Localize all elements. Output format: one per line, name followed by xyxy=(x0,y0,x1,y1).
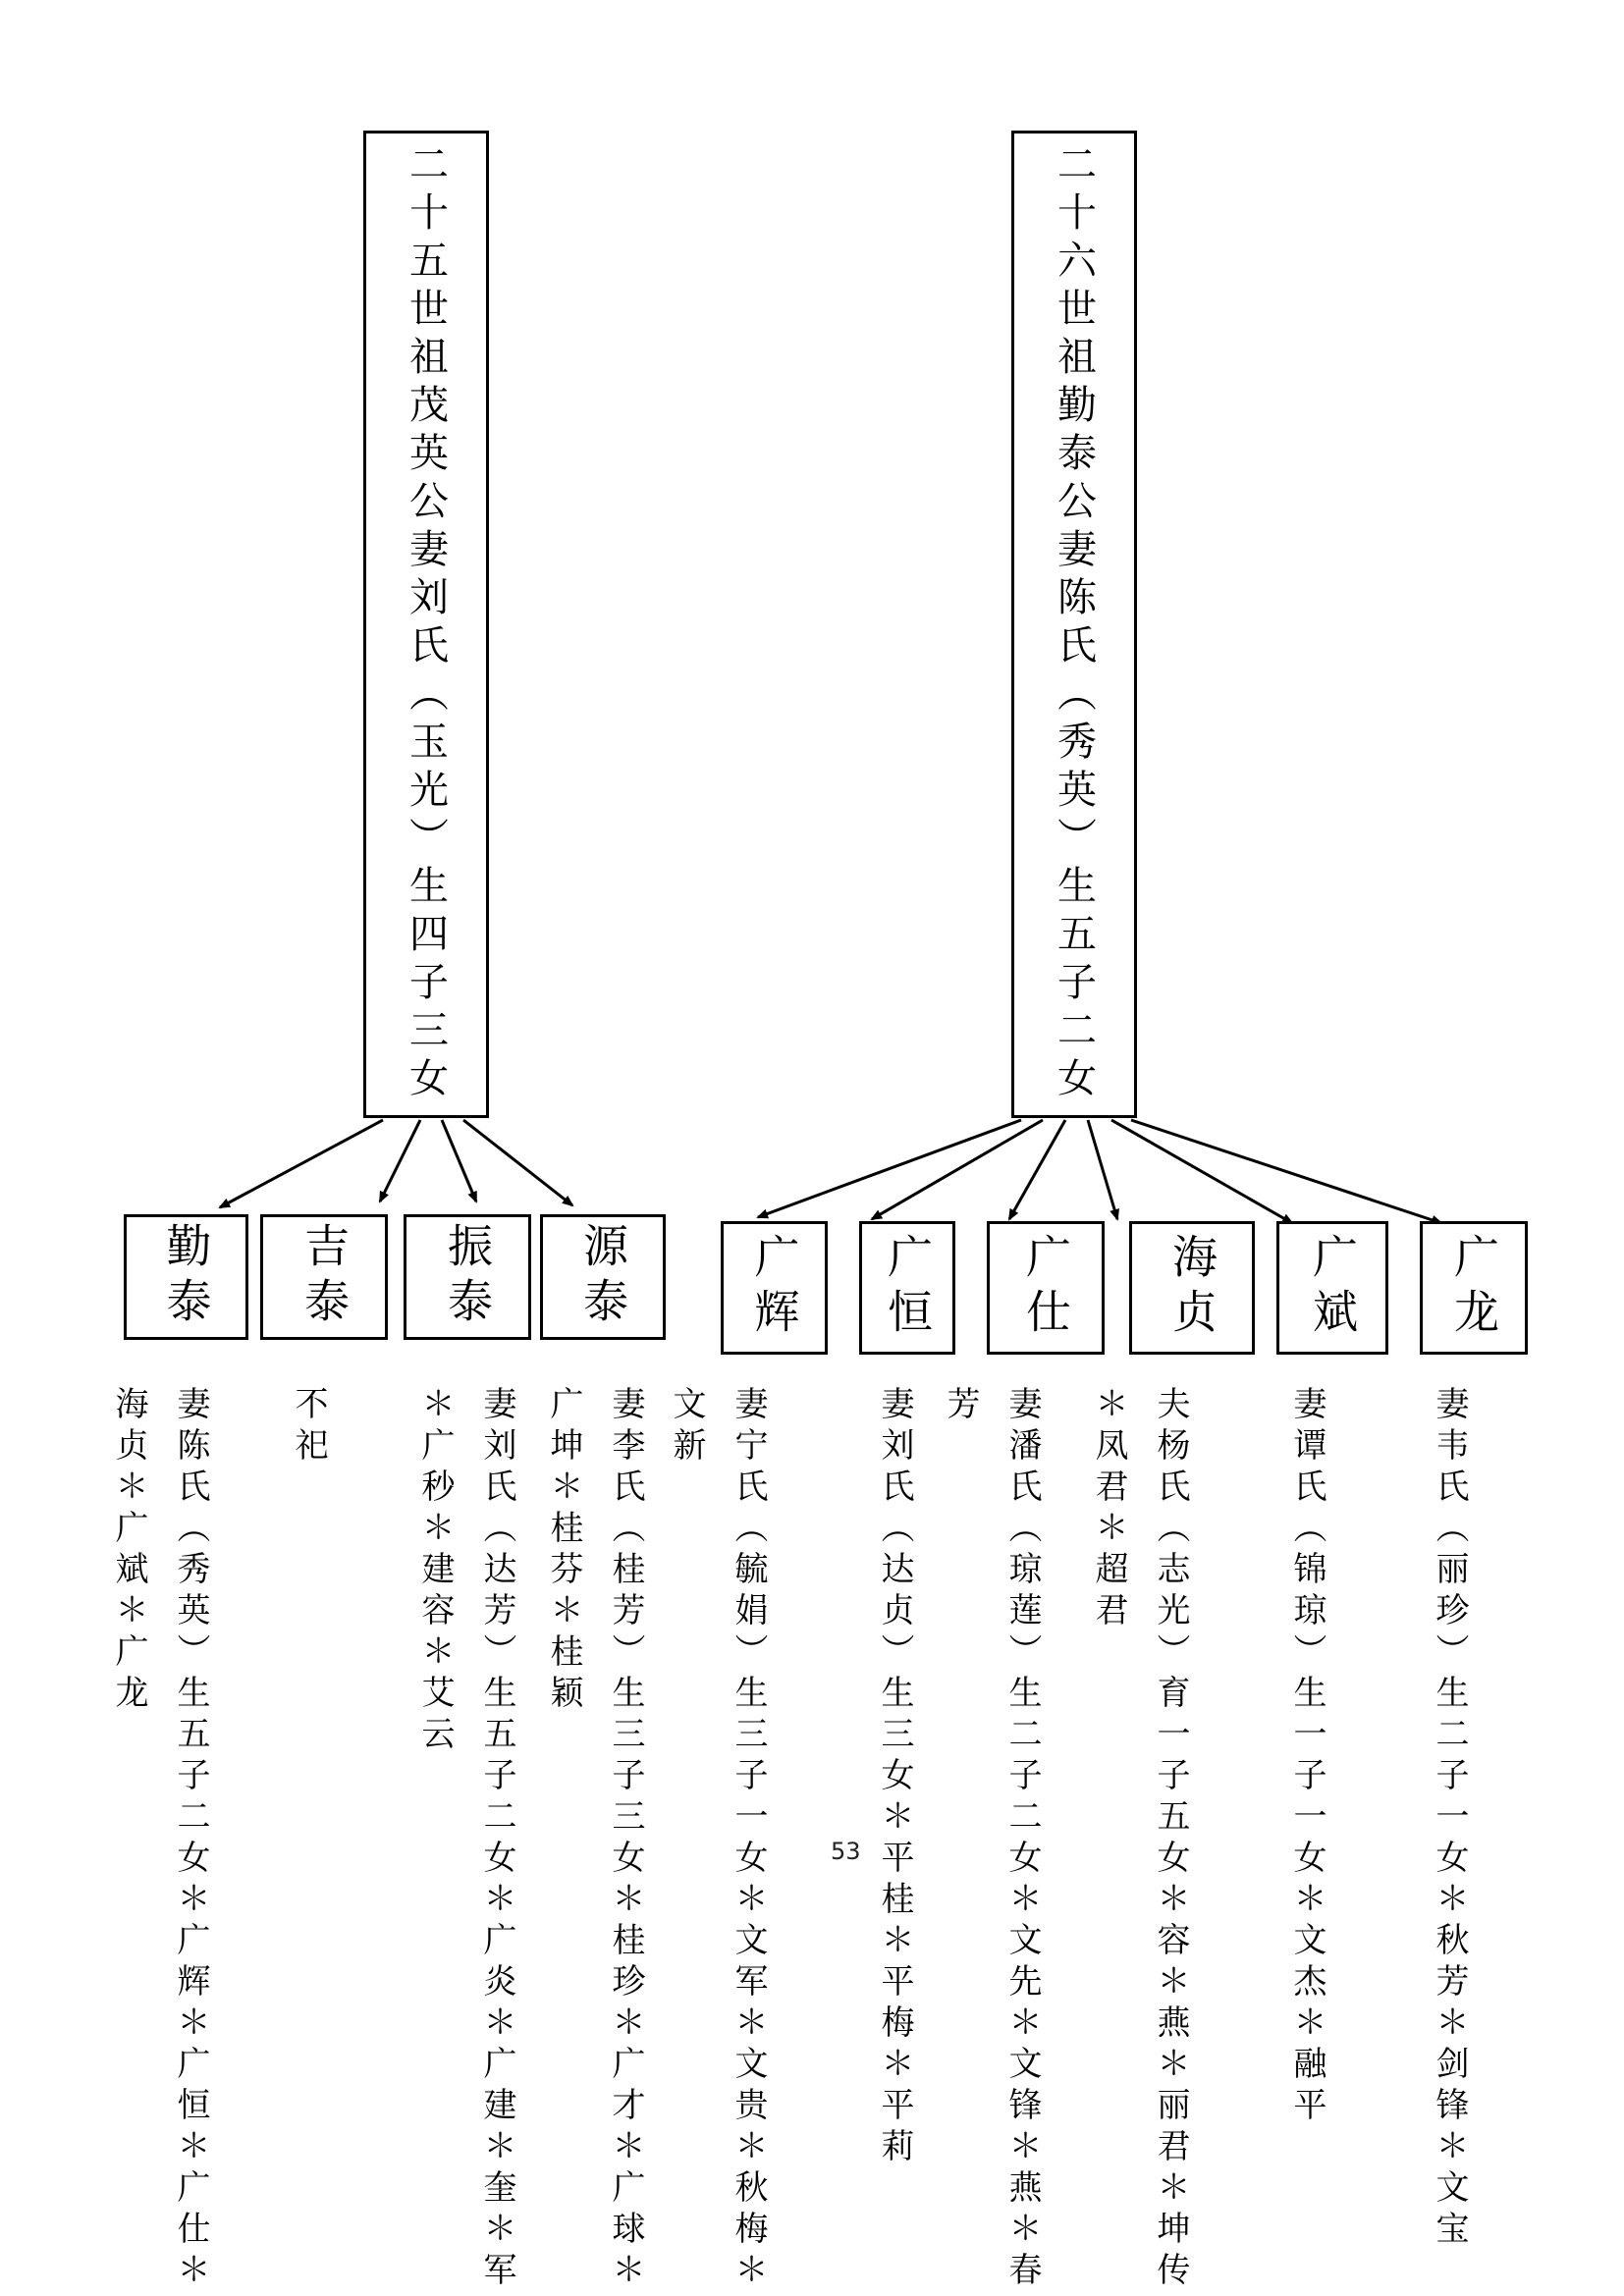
descendant-name: 广恒 xyxy=(881,1233,934,1343)
descent-arrow xyxy=(758,1120,1021,1217)
spouse-children-note-guangshi: 妻潘氏（琼莲）生二子二女＊文先＊文锋＊燕＊春芳 xyxy=(941,1386,1042,2293)
descent-arrow xyxy=(1111,1120,1292,1223)
ancestor-box-gen26 xyxy=(1011,131,1137,1118)
descendant-box-guanglong xyxy=(1420,1221,1528,1355)
descent-arrow xyxy=(463,1120,572,1205)
descendant-box-guangbin xyxy=(1276,1221,1388,1355)
descent-arrow xyxy=(1009,1120,1065,1219)
page-number: 53 xyxy=(831,1838,861,1865)
descendant-box-yuantai xyxy=(540,1214,666,1340)
descendant-box-qintai xyxy=(124,1214,248,1340)
descendant-name: 源泰 xyxy=(576,1222,629,1332)
descendant-box-guangheng xyxy=(859,1221,955,1355)
ancestor-box-gen25 xyxy=(363,131,489,1118)
spouse-children-note-guanglong: 妻韦氏（丽珍）生二子一女＊秋芳＊剑锋＊文宝 xyxy=(1430,1386,1469,2252)
descent-arrow xyxy=(442,1120,476,1201)
descent-arrow xyxy=(1131,1120,1441,1223)
descendant-name: 勤泰 xyxy=(159,1222,213,1332)
descent-arrow xyxy=(380,1120,420,1201)
descendant-box-guanghui xyxy=(721,1221,828,1355)
spouse-children-note-jitai: 不祀 xyxy=(289,1386,328,1468)
descendant-box-guangshi xyxy=(987,1221,1105,1355)
descendant-name: 广仕 xyxy=(1019,1233,1072,1343)
descendant-box-haizhen xyxy=(1129,1221,1255,1355)
spouse-children-note-guangbin: 妻谭氏（锦琼）生一子一女＊文杰＊融平 xyxy=(1287,1386,1326,2128)
ancestor-label-gen26: 二十六世祖勤泰公妻陈氏（秀英）生五子二女 xyxy=(1051,143,1097,1105)
spouse-children-note-zhentai: 妻刘氏（达芳）生五子二女＊广炎＊广建＊奎＊军＊广秒＊建容＊艾云 xyxy=(415,1386,516,2293)
descent-arrow xyxy=(220,1120,383,1207)
descendant-name: 海贞 xyxy=(1165,1233,1218,1343)
ancestor-label-gen25: 二十五世祖茂英公妻刘氏（玉光）生四子三女 xyxy=(403,143,449,1105)
spouse-children-note-guanghui: 妻宁氏（毓娟）生三子一女＊文军＊文贵＊秋梅＊文新 xyxy=(667,1386,768,2293)
spouse-children-note-guangheng: 妻刘氏（达贞）生三女＊平桂＊平梅＊平莉 xyxy=(875,1386,914,2169)
descendant-box-zhentai xyxy=(404,1214,531,1340)
descent-arrow xyxy=(872,1120,1043,1219)
descendant-name: 广龙 xyxy=(1447,1233,1500,1343)
descendant-name: 广斌 xyxy=(1306,1233,1359,1343)
descendant-name: 吉泰 xyxy=(298,1222,351,1332)
descendant-name: 振泰 xyxy=(441,1222,494,1332)
descent-arrow xyxy=(1088,1120,1117,1219)
spouse-children-note-yuantai: 妻李氏（桂芳）生三子三女＊桂珍＊广才＊广球＊广坤＊桂芬＊桂颖 xyxy=(544,1386,645,2293)
descendant-box-jitai xyxy=(260,1214,388,1340)
spouse-children-note-haizhen: 夫杨氏（志光）育一子五女＊容＊燕＊丽君＊坤传＊凤君＊超君 xyxy=(1089,1386,1190,2293)
spouse-children-note-qintai: 妻陈氏（秀英）生五子二女＊广辉＊广恒＊广仕＊海贞＊广斌＊广龙 xyxy=(109,1386,210,2293)
descendant-name: 广辉 xyxy=(747,1233,801,1343)
